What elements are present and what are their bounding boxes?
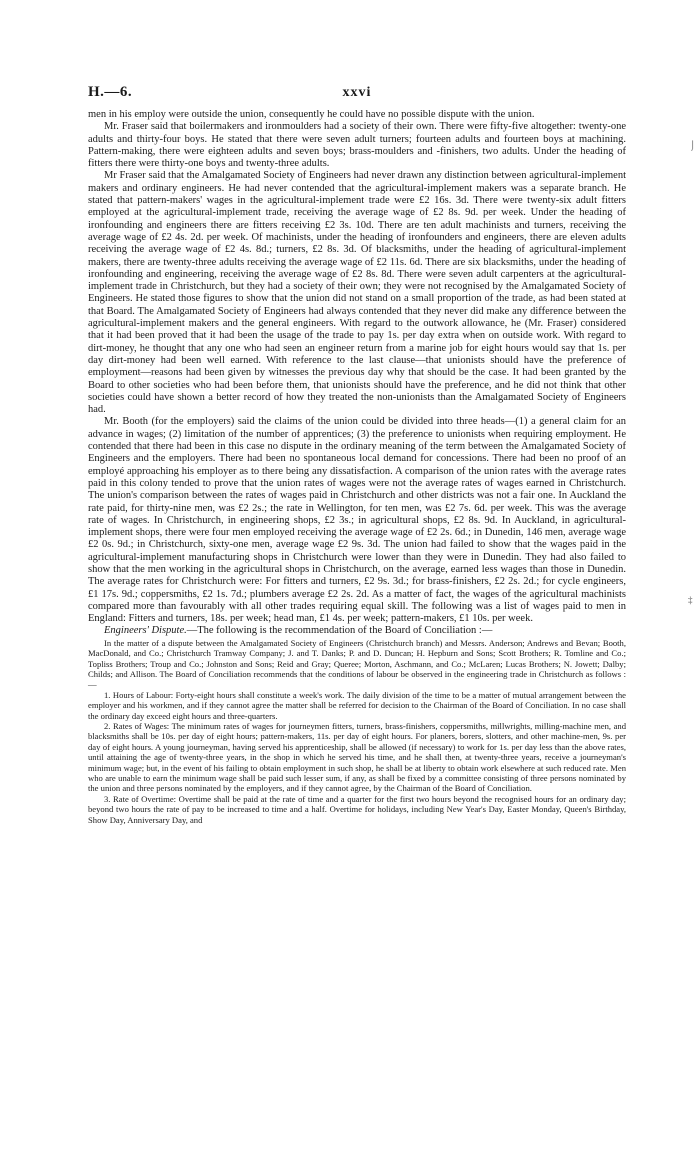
recommendation-paragraph: In the matter of a dispute between the Amalgamated Society of Engineers (Christchurch branch) and Messrs. Anderson; Andrews and Bevan; Booth, MacDonald, and Co.; Christchurch Tramway Company; J. and T. Danks; P. and D. Duncan; H. Hepburn and Sons; Scott Brothers; R. Tomline and Co.; Topliss Brothers; Troup and Co.; Johnston and Sons; Reid and Gray; Queree; Morton, Aschmann, and Co.; McLaren; Lucas Brothers; N. Jowett; Dalby; Childs; and Allison. The Board of Conciliation recommends that the conditions of labour be observed in the engineering trade in Christchurch as follows :— — [88, 637, 626, 690]
engineers-dispute-heading: Engineers' Dispute. — [104, 625, 187, 637]
recommendation-paragraph: 1. Hours of Labour: Forty-eight hours shall constitute a week's work. The daily division of the time to be a matter of mutual arrangement between the employer and his workmen, and if they cannot agree the matter shall be referred for decision to the Chairman of the Board of Conciliation. In no case shall the ordinary day exceed eight hours and three-quarters. — [88, 689, 626, 721]
page-reference: H.—6. — [88, 84, 133, 100]
body-text — [88, 109, 626, 825]
recommendation-block — [88, 638, 626, 825]
margin-mark: ⌡ — [690, 140, 696, 150]
page-header — [88, 84, 626, 104]
paragraph: Mr. Fraser said that boilermakers and ironmoulders had a society of their own. There were fifty-five altogether: twenty-one adults and thirty-four boys. He stated that there were seven adult turners; fourteen adults and fourteen boys at machining. Pattern-making, there were eighteen adults and seven boys; brass-moulders and -finishers, two adults. Under the heading of fitters there were thirty-one boys and twenty-three adults. — [88, 121, 626, 170]
recommendation-paragraph: 3. Rate of Overtime: Overtime shall be paid at the rate of time and a quarter for the first two hours beyond the recognised hours for an ordinary day; beyond two hours the rate of pay to be increased to time and a half. Overtime for holidays, including New Year's Day, Easter Monday, Queen's Birthday, Show Day, Anniversary Day, and — [88, 793, 626, 825]
page-number: xxvi — [342, 85, 372, 100]
recommendation-paragraph: 2. Rates of Wages: The minimum rates of wages for journeymen fitters, turners, brass-finishers, coppersmiths, millwrights, milling-machine men, and blacksmiths shall be 10s. per day of eight hours; pattern-makers, 11s. per day of eight hours. For planers, borers, slotters, and other machine-men, 9s. per day of eight hours. A young journeyman, having served his apprenticeship, shall be allowed (if necessary) to work for 1s. per day less than the above rates, until attaining the age of twenty-three years, in the shop in which he served his time, and he shall then, at twenty-three years, receive a journeyman's minimum wage; but, in the event of his failing to obtain employment in such shop, he shall be at liberty to obtain work elsewhere at such reduced rate. Men who are unable to earn the minimum wage shall be paid such lesser sum, if any, as shall be fixed by a committee consisting of three persons nominated by the union and three persons nominated by the employers, and if they cannot agree, by the Chairman of the Board of Conciliation. — [88, 721, 626, 794]
paragraph: men in his employ were outside the union, consequently he could have no possible dispute with the union. — [88, 109, 535, 120]
margin-mark: ‡ — [688, 595, 693, 605]
paragraph: Mr Fraser said that the Amalgamated Society of Engineers had never drawn any distinction between agricultural-implement makers and ordinary engineers. He had never contended that the agricultural-implement makers was a separate branch. He stated that pattern-makers' wages in the agricultural-implement trade were £2 16s. 3d. There were twenty-six adult fitters employed at the agricultural-implement trade, receiving the average wage of £2 8s. 9d. per week. Under the heading of ironfounding and engineers there are fitters receiving £2 3s. 10d. There are ten adult machinists and turners, receiving the average wage of £2 4s. 2d. per week. Of machinists, under the heading of ironfounders and engineers, there are eleven adults receiving the average wage of £2 4s. 8d.; turners, £2 8s. 3d. Of blacksmiths, under the heading of agricultural-implement makers, there are twenty-three adults receiving the average wage of £2 11s. 6d. There are six blacksmiths, under the heading of ironfounding and engineering, receiving the average wage of £2 8s. 8d. There were seven adult carpenters at the agricultural-implement trade in Christchurch, but they had a society of their own; they were not recognised by the Amalgamated Society of Engineers. He stated those figures to show that the union did not stand on a small proportion of the trade, as had been stated at that Board. The Amalgamated Society of Engineers had always contended that they never did make any difference between the agricultural-implement makers and the general engineers. With regard to the outwork allowance, he (Mr. Fraser) considered that it had been proved that it had been the usage of the trade to pay 1s. per day extra when on outside work. With regard to dirt-money, he thought that any one who had seen an engineer return from a marine job for eight hours would say that 1s. per day dirt-money had been well earned. With reference to the last clause—that unionists should have the preference of employment—reasons had been given by witnesses the previous day why that should be the case. It had been granted by the Board to other societies who had been before them, that unionists should have the preference, and he did not think that other societies could have shown a better record of how they treated the non-unionists than the Amalgamated Society of Engineers had. — [88, 170, 626, 416]
engineers-dispute-intro: —The following is the recommendation of the Board of Conciliation :— — [186, 625, 493, 637]
paragraph: Mr. Booth (for the employers) said the claims of the union could be divided into three heads—(1) a general claim for an advance in wages; (2) limitation of the number of apprentices; (3) the preference to unionists when requiring employment. He contended that there had been in this case no dispute in the ordinary meaning of the term between the Amalgamated Society of Engineers and the employers. There had been no spontaneous local demand for concessions. There had been no proof of an employé approaching his employer as to there being any dissatisfaction. A comparison of the union rates with the average rates paid in this colony tended to prove that the union rates of wages were not the average rates of wages earned in Christchurch. The union's comparison between the rates of wages paid in Christchurch and other districts was not a fair one. In Auckland the rate paid, for thirty-nine men, was £2 2s.; the rate in Wellington, for ten men, was £2 7s. 6d. per week. This was the average rate of wages. In Christchurch, in engineering shops, £2 3s.; in agricultural shops, £2 8s. 9d. In Auckland, in agricultural-implement shops, there were four men employed receiving the average wage of £2 2s. 6d.; in Dunedin, 146 men, average wage £2 0s. 9d.; in Christchurch, sixty-one men, average wage £2 9s. 3d. The union had failed to show that the wages paid in the agricultural-implement manufacturing shops in Christchurch were lower than they were in Dunedin. They had also failed to show that the men working in the agricultural shops in Christchurch, on the average, earned less wages than those in Dunedin. The average rates for Christchurch were: For fitters and turners, £2 9s. 3d.; for brass-finishers, £2 2s. 2d.; for cycle engineers, £1 17s. 9d.; coppersmiths, £2 1s. 7d.; plumbers average £2 2s. 2d. As a matter of fact, the wages of the agricultural machinists compared more than favourably with all other trades requiring equal skill. The following was a list of wages paid to men in England: Fitters and turners, 18s. per week; head man, £1 4s. per week; pattern-makers, £1 10s. per week. — [88, 416, 626, 625]
engineers-dispute-paragraph — [88, 625, 626, 637]
